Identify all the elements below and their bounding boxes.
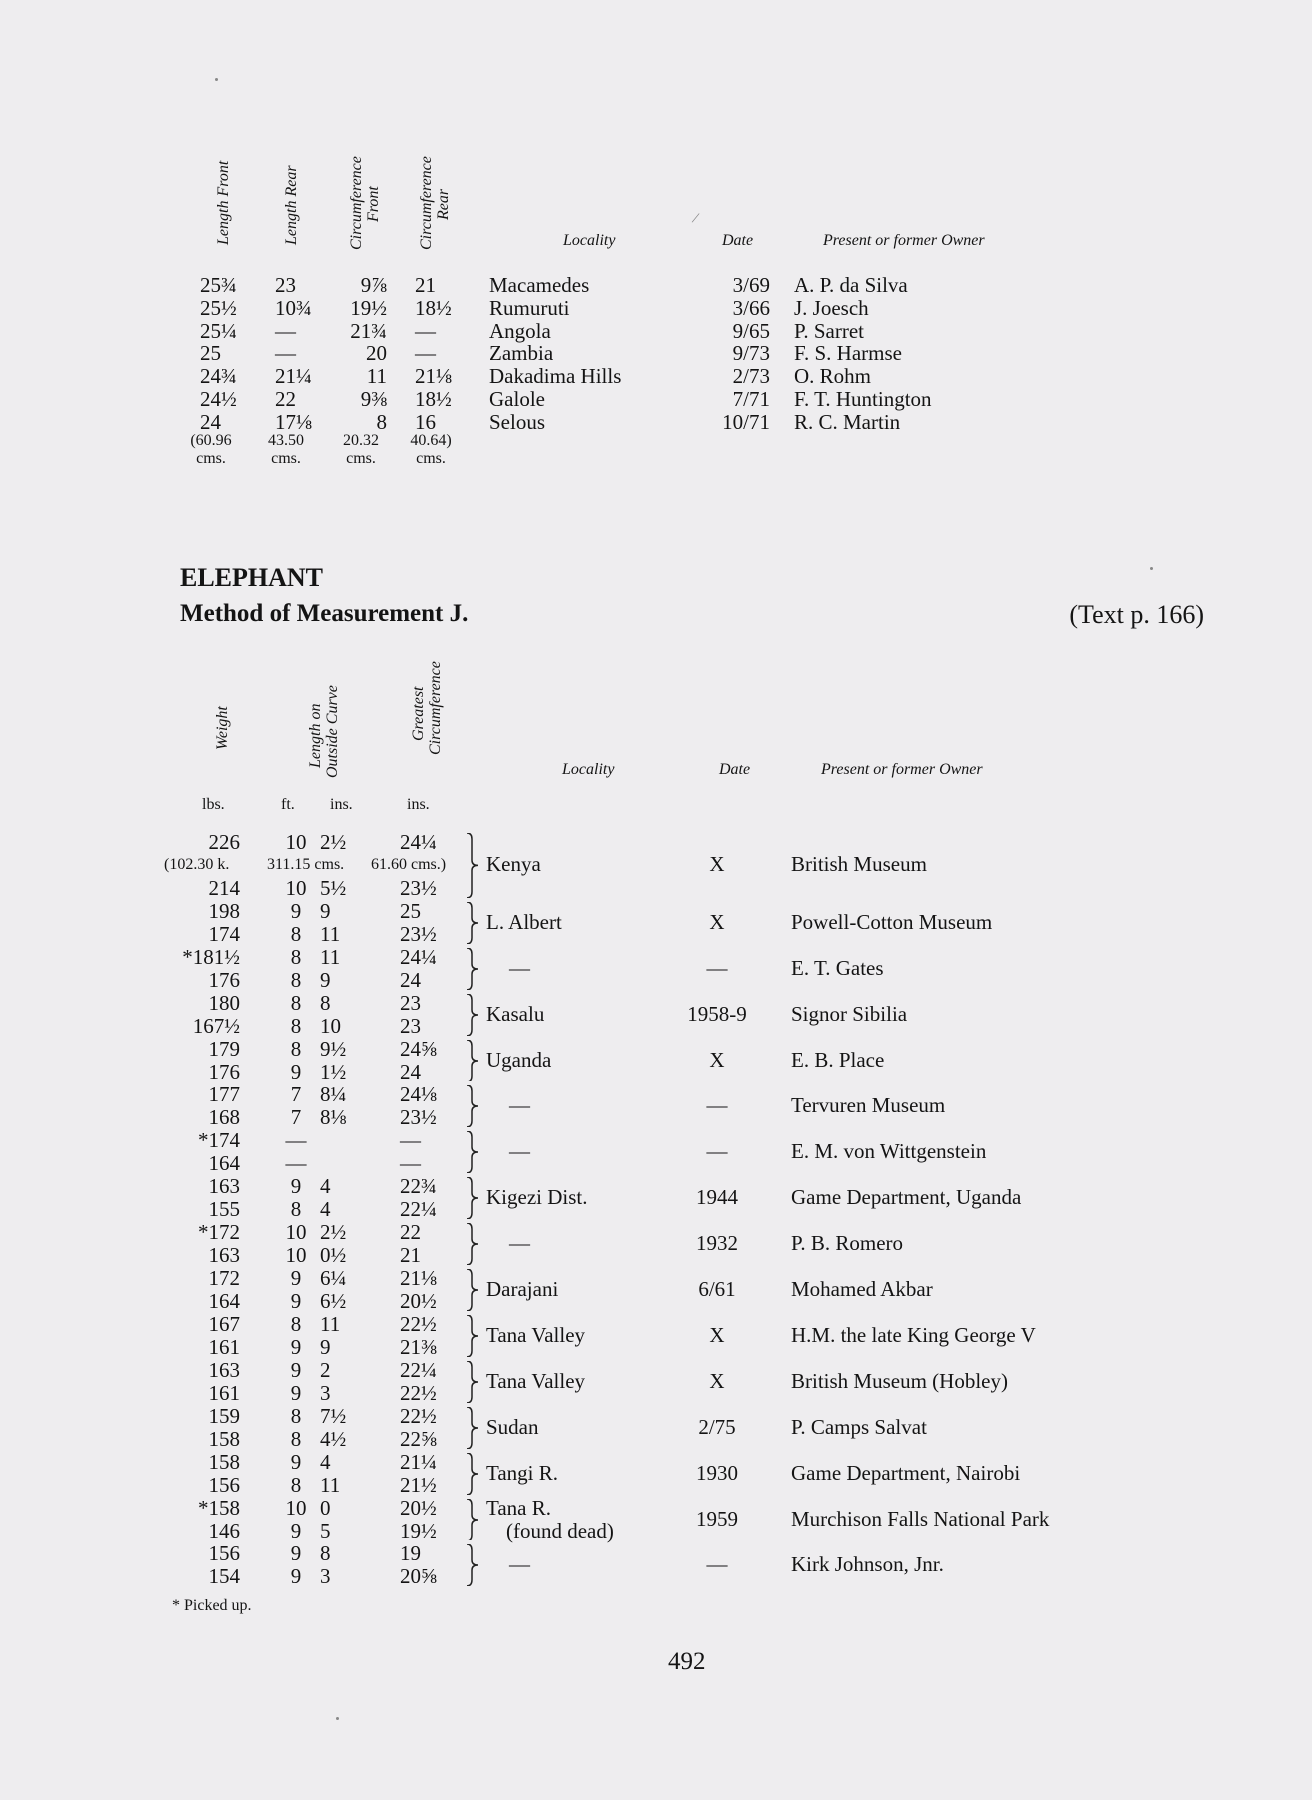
- cell-circumference-front: 21¾: [350, 318, 387, 343]
- cell-length-rear: 17⅛: [275, 409, 312, 434]
- cell-weight: 226: [208, 830, 240, 854]
- cell-circumference: 23½: [400, 1105, 437, 1130]
- cell-feet: 9: [290, 1380, 302, 1405]
- cell-feet: 8: [290, 1426, 302, 1451]
- unit-inches: ins.: [330, 796, 353, 813]
- header-date: Date: [722, 232, 754, 249]
- metric-length-front: [176, 432, 246, 468]
- cell-locality: Darajani: [486, 1277, 559, 1301]
- cell-length-front: 24½: [200, 387, 237, 411]
- cell-circumference: 22½: [400, 1403, 437, 1428]
- header-line: Circumference: [348, 156, 365, 250]
- header-line: Outside Curve: [324, 685, 341, 778]
- cell-locality: L. Albert: [486, 909, 562, 934]
- cell-circumference: 22½: [400, 1380, 437, 1405]
- cell-owner: Game Department, Uganda: [791, 1185, 1022, 1210]
- cell-weight: 167: [208, 1311, 240, 1336]
- cell-owner: Mohamed Akbar: [791, 1277, 933, 1301]
- cell-length-front: 24¾: [200, 364, 237, 389]
- cell-feet: 8: [290, 1197, 302, 1222]
- cell-circumference: 25: [400, 898, 421, 923]
- cell-feet: 8: [290, 944, 302, 969]
- cell-locality: —: [509, 1231, 530, 1256]
- header-circumference-rear: [418, 156, 452, 250]
- cell-circumference: 19½: [400, 1518, 437, 1543]
- cell-feet: 9: [290, 1564, 302, 1589]
- brace-icon: [464, 902, 484, 944]
- cell-owner: A. P. da Silva: [794, 273, 908, 297]
- cell-circumference: 22¼: [400, 1197, 437, 1222]
- cell-weight: 214: [208, 875, 240, 900]
- cell-weight-metric: (102.30 k.: [164, 855, 230, 873]
- metric-circumference-rear: [400, 432, 462, 468]
- cell-inches: 5½: [320, 875, 347, 900]
- cell-weight: 198: [208, 898, 240, 923]
- footnote: * Picked up.: [172, 1597, 252, 1614]
- cell-inches: 4½: [320, 1426, 347, 1451]
- cell-inches: 6¼: [320, 1266, 347, 1291]
- cell-date: 1959: [696, 1506, 738, 1531]
- cell-circumference: 23: [400, 1013, 421, 1038]
- cell-circumference-front: 11: [366, 364, 387, 389]
- header-greatest-circumference: [410, 661, 444, 755]
- cell-circumference-front: 19½: [350, 295, 387, 320]
- text-reference: (Text p. 166): [1069, 600, 1204, 629]
- cell-feet: 9: [290, 1059, 302, 1084]
- cell-circumference: 24: [400, 1059, 421, 1084]
- cell-circumference-metric: 61.60 cms.): [371, 855, 447, 873]
- cell-circumference: 22⅝: [400, 1426, 437, 1451]
- cell-date: —: [706, 955, 728, 980]
- cell-weight: 164: [208, 1151, 240, 1176]
- cell-circumference: 21⅜: [400, 1334, 437, 1359]
- cell-owner: H.M. the late King George V: [791, 1322, 1036, 1347]
- cell-date: 3/69: [732, 273, 770, 297]
- cell-feet: 9: [290, 1174, 302, 1199]
- cell-circumference-rear: 21: [415, 273, 436, 297]
- method-heading: Method of Measurement J.: [180, 600, 469, 627]
- cell-circumference: 24: [400, 967, 421, 992]
- cell-locality: Rumuruti: [489, 295, 570, 320]
- cell-feet: 9: [290, 1449, 302, 1474]
- cell-owner: Kirk Johnson, Jnr.: [791, 1552, 944, 1577]
- brace-icon: [464, 994, 484, 1036]
- cell-weight: 161: [208, 1380, 240, 1405]
- cell-feet: 9: [290, 1289, 302, 1313]
- cell-inches: 7½: [320, 1403, 347, 1428]
- cell-owner: J. Joesch: [794, 295, 869, 320]
- metric-unit: cms.: [271, 450, 301, 467]
- header-locality: Locality: [562, 761, 615, 778]
- cell-owner: Murchison Falls National Park: [791, 1506, 1050, 1531]
- header-line: Front: [365, 186, 382, 222]
- unit-feet: ft.: [281, 796, 295, 813]
- cell-inches: 8: [320, 1541, 331, 1566]
- cell-locality: Tana R.: [486, 1495, 552, 1520]
- cell-inches: 4: [320, 1449, 331, 1474]
- cell-date: 1932: [696, 1231, 738, 1256]
- cell-length-rear: 21¼: [275, 364, 312, 389]
- cell-date: 2/73: [732, 364, 770, 389]
- cell-owner: Signor Sibilia: [791, 1001, 908, 1026]
- cell-inches: 9: [320, 898, 331, 923]
- cell-length-rear: 22: [275, 387, 296, 411]
- header-date: Date: [719, 761, 751, 778]
- header-line: Rear: [435, 188, 452, 220]
- cell-feet: 9: [290, 1334, 302, 1359]
- brace-icon: [464, 1361, 484, 1403]
- cell-inches: 5: [320, 1518, 331, 1543]
- cell-weight: 168: [208, 1105, 240, 1130]
- cell-length-front: 25½: [200, 295, 237, 320]
- header-owner: Present or former Owner: [821, 761, 983, 778]
- cell-length-front: 24: [200, 409, 221, 434]
- cell-weight: 163: [208, 1174, 240, 1199]
- brace-icon: [464, 1499, 484, 1541]
- cell-inches: 9: [320, 1334, 331, 1359]
- cell-inches: 10: [320, 1013, 341, 1038]
- header-weight: Weight: [214, 706, 231, 750]
- cell-locality: —: [509, 1093, 530, 1118]
- cell-inches: 4: [320, 1174, 331, 1199]
- cell-inches: 8: [320, 990, 331, 1015]
- cell-feet: 9: [290, 1518, 302, 1543]
- cell-feet: 9: [290, 1357, 302, 1382]
- cell-length-metric: 311.15 cms.: [267, 855, 345, 873]
- cell-owner: E. B. Place: [791, 1047, 885, 1072]
- cell-weight: *174: [198, 1128, 240, 1153]
- brace-icon: [464, 1085, 484, 1127]
- cell-date: 1958-9: [687, 1001, 747, 1026]
- cell-circumference-rear: 21⅛: [415, 364, 452, 389]
- cell-circumference-rear: 18½: [415, 295, 452, 320]
- cell-weight: *172: [198, 1220, 240, 1245]
- header-line: Greatest: [410, 686, 427, 741]
- cell-feet: 8: [290, 1403, 302, 1428]
- brace-icon: [464, 1544, 484, 1586]
- cell-inches: 0: [320, 1495, 331, 1520]
- cell-circumference: 23½: [400, 921, 437, 946]
- metric-value: 43.50: [268, 432, 304, 449]
- cell-inches: 4: [320, 1197, 331, 1222]
- cell-circumference-rear: 16: [415, 409, 436, 434]
- cell-inches: 8⅛: [320, 1105, 347, 1130]
- metric-value: 40.64): [410, 432, 452, 449]
- cell-date: —: [706, 1552, 728, 1577]
- cell-owner: E. M. von Wittgenstein: [791, 1139, 987, 1164]
- header-circumference-front: [348, 156, 382, 250]
- cell-weight: 159: [208, 1403, 240, 1428]
- cell-date: 6/61: [698, 1277, 736, 1301]
- cell-feet: 8: [290, 1013, 302, 1038]
- cell-feet: 8: [290, 921, 302, 946]
- cell-weight: 176: [208, 967, 240, 992]
- cell-weight: 179: [208, 1036, 240, 1061]
- cell-weight: 176: [208, 1059, 240, 1084]
- cell-locality: —: [509, 1552, 530, 1577]
- cell-circumference: 21¼: [400, 1449, 437, 1474]
- cell-date: 9/73: [732, 341, 770, 366]
- cell-circumference: 20½: [400, 1495, 437, 1520]
- cell-circumference: 21: [400, 1243, 421, 1268]
- header-length-rear: Length Rear: [283, 165, 300, 245]
- cell-weight: 156: [208, 1541, 240, 1566]
- cell-locality: Kigezi Dist.: [486, 1185, 588, 1210]
- cell-date: X: [709, 852, 725, 877]
- cell-date: 1944: [696, 1185, 738, 1210]
- cell-feet: 10: [285, 875, 307, 900]
- header-locality: Locality: [563, 232, 616, 249]
- cell-date: X: [709, 1368, 725, 1393]
- cell-circumference: 24⅛: [400, 1082, 437, 1107]
- metric-unit: cms.: [346, 450, 376, 467]
- cell-circumference-front: 20: [366, 341, 387, 366]
- cell-locality: Sudan: [486, 1414, 539, 1439]
- cell-date: 1930: [696, 1460, 738, 1485]
- cell-inches: 6½: [320, 1289, 347, 1313]
- cell-feet: 8: [290, 967, 302, 992]
- metric-circumference-front: [326, 432, 396, 468]
- cell-circumference-rear: 18½: [415, 387, 452, 411]
- cell-feet: 8: [290, 1036, 302, 1061]
- cell-circumference: 23: [400, 990, 421, 1015]
- cell-circumference: 19: [400, 1541, 421, 1566]
- cell-feet: 7: [290, 1105, 302, 1130]
- cell-locality: Kenya: [486, 852, 541, 877]
- cell-owner: E. T. Gates: [791, 955, 884, 980]
- brace-icon: [464, 1177, 484, 1219]
- cell-inches: 0½: [320, 1243, 347, 1268]
- cell-weight: 180: [208, 990, 240, 1015]
- section-title: ELEPHANT: [180, 563, 324, 592]
- unit-circumference: ins.: [407, 796, 430, 813]
- cell-weight: 163: [208, 1243, 240, 1268]
- cell-inches: 1½: [320, 1059, 347, 1084]
- metric-unit: cms.: [196, 450, 226, 467]
- cell-locality: Tangi R.: [486, 1460, 559, 1485]
- cell-locality-note: (found dead): [506, 1518, 614, 1543]
- cell-locality: —: [509, 955, 530, 980]
- cell-locality: Tana Valley: [486, 1368, 586, 1393]
- cell-weight: 172: [208, 1266, 240, 1291]
- brace-icon: [464, 1453, 484, 1495]
- cell-circumference: —: [400, 1128, 421, 1153]
- cell-owner: P. B. Romero: [791, 1231, 904, 1256]
- header-length-outside-curve: [307, 685, 341, 778]
- cell-weight: 164: [208, 1289, 240, 1313]
- cell-length-rear: —: [275, 318, 296, 343]
- cell-feet: —: [285, 1128, 307, 1153]
- cell-circumference: 20⅝: [400, 1564, 437, 1589]
- cell-weight: 154: [208, 1564, 240, 1589]
- cell-date: 2/75: [698, 1414, 736, 1439]
- cell-owner: F. T. Huntington: [794, 387, 932, 411]
- brace-icon: [464, 1269, 484, 1311]
- cell-feet: 10: [285, 1220, 307, 1245]
- cell-owner: P. Sarret: [794, 318, 864, 343]
- cell-owner: O. Rohm: [794, 364, 872, 389]
- cell-feet: 8: [290, 1472, 302, 1497]
- cell-circumference: —: [400, 1151, 421, 1176]
- cell-weight: *181½: [182, 944, 240, 969]
- brace-icon: [464, 1407, 484, 1449]
- cell-weight: 146: [208, 1518, 240, 1543]
- brace-icon: [464, 833, 484, 898]
- metric-unit: cms.: [416, 450, 446, 467]
- cell-date: X: [709, 909, 725, 934]
- cell-inches: 11: [320, 1472, 341, 1497]
- cell-inches: 11: [320, 944, 341, 969]
- cell-locality: Zambia: [489, 341, 554, 366]
- cell-circumference: 22¾: [400, 1174, 437, 1199]
- cell-circumference-rear: —: [415, 318, 436, 343]
- cell-owner: R. C. Martin: [794, 409, 901, 434]
- cell-length-rear: 10¾: [275, 295, 312, 320]
- metric-value: (60.96: [190, 432, 232, 449]
- cell-inches: 9: [320, 967, 331, 992]
- cell-owner: F. S. Harmse: [794, 341, 902, 366]
- cell-circumference: 21⅛: [400, 1266, 437, 1291]
- cell-length-rear: 23: [275, 273, 296, 297]
- cell-date: X: [709, 1047, 725, 1072]
- header-owner: Present or former Owner: [823, 232, 985, 249]
- cell-owner: Powell-Cotton Museum: [791, 909, 993, 934]
- cell-locality: Uganda: [486, 1047, 552, 1072]
- cell-feet: 8: [290, 990, 302, 1015]
- cell-inches: 11: [320, 921, 341, 946]
- cell-circumference-front: 9⅜: [360, 387, 387, 411]
- page-number: 492: [668, 1648, 706, 1675]
- cell-owner: P. Camps Salvat: [791, 1414, 927, 1439]
- cell-circumference-front: 8: [376, 409, 387, 434]
- cell-owner: Game Department, Nairobi: [791, 1460, 1021, 1485]
- cell-owner: Tervuren Museum: [791, 1093, 946, 1118]
- cell-inches: 11: [320, 1311, 341, 1336]
- cell-circumference: 22: [400, 1220, 421, 1245]
- cell-weight: 167½: [192, 1013, 240, 1038]
- cell-owner: British Museum: [791, 852, 927, 877]
- metric-value: 20.32: [343, 432, 379, 449]
- cell-date: X: [709, 1322, 725, 1347]
- paper-mark: /: [690, 209, 701, 228]
- cell-circumference: 24¼: [400, 944, 437, 969]
- cell-length-front: 25¾: [200, 273, 237, 297]
- cell-locality: Kasalu: [486, 1001, 545, 1026]
- cell-date: 7/71: [732, 387, 770, 411]
- cell-locality: —: [509, 1139, 530, 1164]
- cell-feet: 7: [290, 1082, 302, 1107]
- cell-date: 10/71: [722, 409, 770, 434]
- cell-inches: 9½: [320, 1036, 347, 1061]
- paper-speck: [1150, 567, 1153, 570]
- cell-inches: 2: [320, 1357, 331, 1382]
- cell-inches: 2½: [320, 1220, 347, 1245]
- unit-weight: lbs.: [202, 796, 225, 813]
- cell-locality: Angola: [489, 318, 551, 343]
- cell-date: —: [706, 1139, 728, 1164]
- cell-circumference-rear: —: [415, 341, 436, 366]
- cell-locality: Selous: [489, 409, 546, 434]
- cell-feet: 10: [285, 830, 307, 854]
- brace-icon: [464, 948, 484, 990]
- brace-icon: [464, 1040, 484, 1082]
- cell-weight: 158: [208, 1426, 240, 1451]
- cell-weight: 174: [208, 921, 240, 946]
- brace-icon: [464, 1131, 484, 1173]
- header-line: Length on: [307, 703, 324, 768]
- cell-length-front: 25¼: [200, 318, 237, 343]
- cell-circumference: 24⅝: [400, 1036, 437, 1061]
- cell-feet: 10: [285, 1243, 307, 1268]
- cell-circumference: 22½: [400, 1311, 437, 1336]
- cell-feet: 8: [290, 1311, 302, 1336]
- cell-weight: 155: [208, 1197, 240, 1222]
- cell-feet: 10: [285, 1495, 307, 1520]
- cell-inches: 8¼: [320, 1082, 347, 1107]
- cell-date: 9/65: [732, 318, 770, 343]
- cell-circumference: 24¼: [400, 830, 437, 854]
- cell-weight: *158: [198, 1495, 240, 1520]
- paper-speck: [215, 78, 218, 81]
- cell-weight: 161: [208, 1334, 240, 1359]
- cell-circumference: 21½: [400, 1472, 437, 1497]
- cell-date: 3/66: [732, 295, 770, 320]
- cell-weight: 177: [208, 1082, 240, 1107]
- cell-circumference-front: 9⅞: [360, 273, 387, 297]
- cell-locality: Galole: [489, 387, 545, 411]
- brace-icon: [464, 1223, 484, 1265]
- cell-inches: 3: [320, 1564, 331, 1589]
- cell-weight: 156: [208, 1472, 240, 1497]
- cell-date: —: [706, 1093, 728, 1118]
- cell-owner: British Museum (Hobley): [791, 1368, 1008, 1393]
- brace-icon: [464, 1315, 484, 1357]
- paper-speck: [336, 1717, 339, 1720]
- cell-feet: 9: [290, 1541, 302, 1566]
- cell-locality: Dakadima Hills: [489, 364, 622, 389]
- cell-circumference: 20½: [400, 1289, 437, 1313]
- cell-inches: 3: [320, 1380, 331, 1405]
- cell-inches: 2½: [320, 830, 347, 854]
- cell-feet: 9: [290, 898, 302, 923]
- cell-feet: —: [285, 1151, 307, 1176]
- cell-weight: 158: [208, 1449, 240, 1474]
- cell-length-rear: —: [275, 341, 296, 366]
- header-length-front: Length Front: [215, 160, 232, 245]
- header-line: Circumference: [418, 156, 435, 250]
- cell-locality: Tana Valley: [486, 1322, 586, 1347]
- cell-circumference: 22¼: [400, 1357, 437, 1382]
- cell-feet: 9: [290, 1266, 302, 1291]
- cell-locality: Macamedes: [489, 273, 590, 297]
- header-line: Circumference: [427, 661, 444, 755]
- cell-weight: 163: [208, 1357, 240, 1382]
- metric-length-rear: [251, 432, 321, 468]
- cell-circumference: 23½: [400, 875, 437, 900]
- cell-length-front: 25: [200, 341, 221, 366]
